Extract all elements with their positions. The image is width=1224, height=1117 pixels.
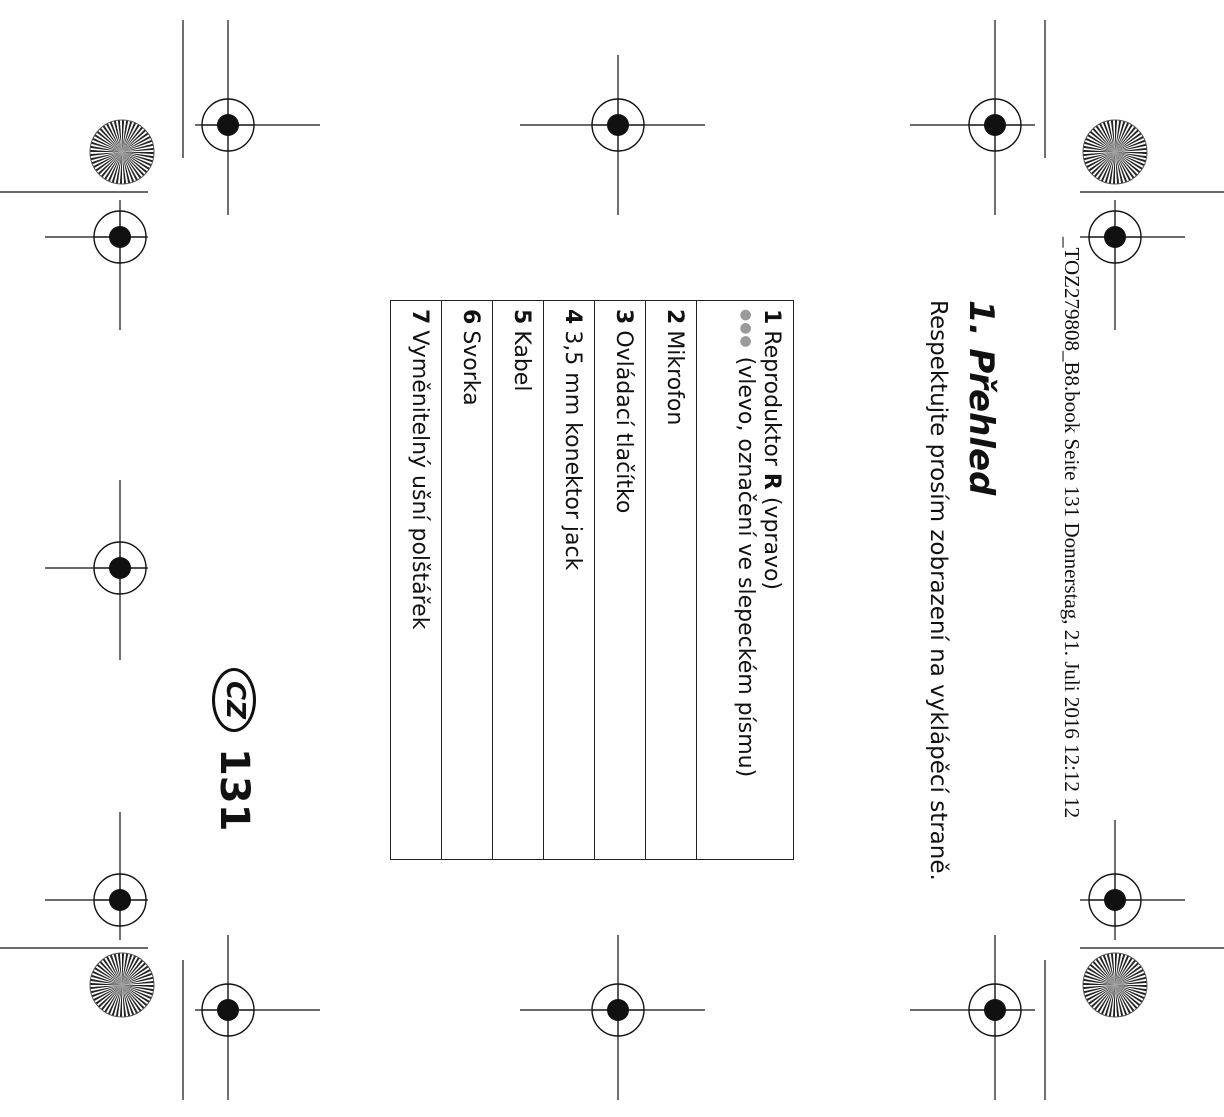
country-badge: CZ [212,668,256,732]
part-number: 1 [759,309,784,325]
parts-table [390,300,794,860]
table-row [595,301,646,860]
table-row [544,301,595,860]
table-row [646,301,697,860]
part-number: 2 [662,309,687,325]
part-label: Mikrofon [662,330,687,426]
part-label: Vyměnitelný ušní polštářek [407,330,432,630]
part-label-text: Reproduktor [759,330,784,473]
registration-star-icon [90,120,154,184]
part-label-text: (vpravo) [759,489,784,591]
part-subline [730,309,758,851]
part-label [759,330,784,590]
manual-page [0,300,1002,900]
part-number: 4 [560,309,585,325]
part-number: 5 [509,309,534,325]
table-cell [442,301,493,860]
table-cell [493,301,544,860]
part-label: 3,5 mm konektor jack [560,330,585,571]
part-number: 3 [611,309,636,325]
table-cell [697,301,794,860]
braille-dots-icon: ●●● [738,309,754,349]
table-row [442,301,493,860]
print-slug: _TOZ279808_B8.book Seite 131 Donnerstag, 21. Juli 2016 12:12 12 [1060,237,1084,819]
part-label: Ovládací tlačítko [611,330,636,514]
table-cell [595,301,646,860]
section-intro: Respektujte prosím zobrazení na vyklápěcí straně. [925,300,951,881]
page-number: 131 [211,748,257,832]
table-cell [544,301,595,860]
table-row [493,301,544,860]
table-row [391,301,442,860]
part-label: Kabel [509,330,534,392]
section-title: 1. Přehled [961,300,1001,496]
part-label-bold: R [759,472,784,490]
table-cell [646,301,697,860]
registration-star-icon [1083,120,1147,184]
part-number: 6 [458,309,483,325]
registration-star-icon [1083,953,1147,1017]
part-label: Svorka [458,330,483,406]
table-cell [391,301,442,860]
registration-star-icon [90,953,154,1017]
page-footer [192,668,262,888]
table-row [697,301,794,860]
part-subline-text: (vlevo, označení ve slepeckém písmu) [733,356,758,778]
part-number: 7 [407,309,432,325]
